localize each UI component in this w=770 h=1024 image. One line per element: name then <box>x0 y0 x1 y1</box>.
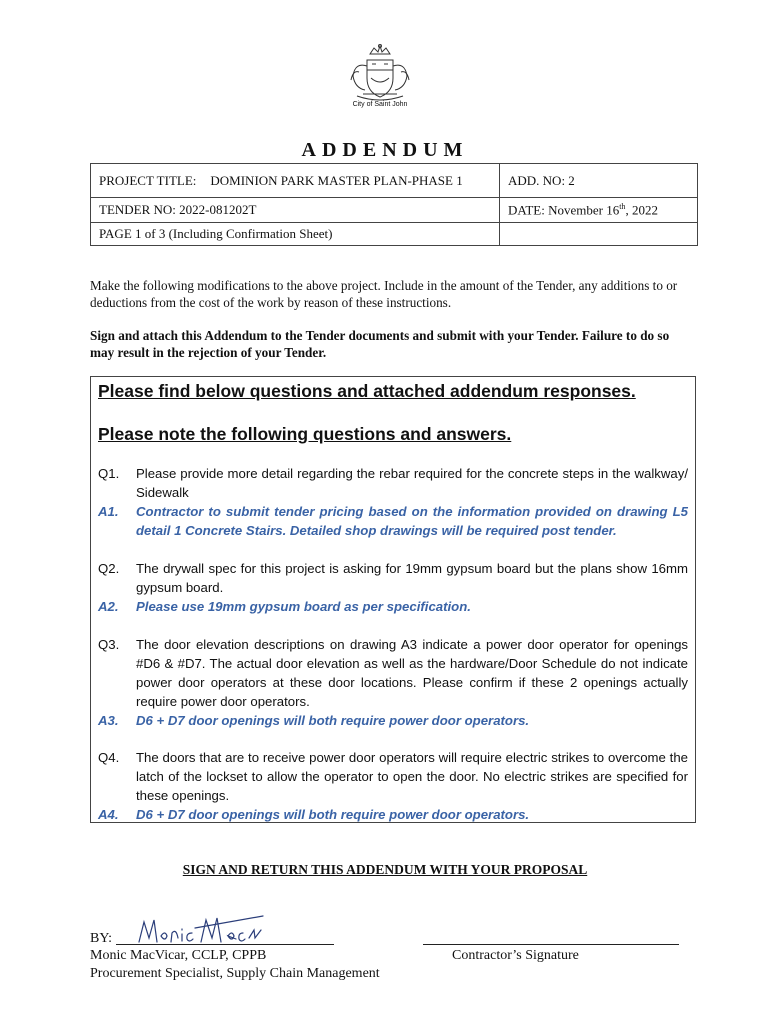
qa-item-1 <box>98 464 688 540</box>
by-label: BY: <box>90 931 113 946</box>
document-title: ADDENDUM <box>301 139 469 161</box>
question-label: Q3. <box>98 637 120 652</box>
answer-text: Contractor to submit tender pricing based on the information provided on drawing L5 detail 1 Concrete Stairs. Detailed shop drawings will be required post tender. <box>136 504 688 538</box>
question-text: Please provide more detail regarding the rebar required for the concrete steps in the walkway/ Sidewalk <box>136 466 688 500</box>
date-cell <box>500 198 698 223</box>
question-text: The drywall spec for this project is asking for 19mm gypsum board but the plans show 16mm gypsum board. <box>136 561 688 595</box>
qa-item-4 <box>98 748 688 824</box>
warning-paragraph: Sign and attach this Addendum to the Tender documents and submit with your Tender. Failure to do so may result in the rejection of your Tender. <box>90 328 670 360</box>
qa-item-3 <box>98 635 688 730</box>
qa-heading-responses: Please find below questions and attached addendum responses. <box>98 381 636 401</box>
date-prefix: DATE: November 16 <box>508 202 620 218</box>
project-title-cell <box>91 164 500 198</box>
question-label: Q1. <box>98 466 120 481</box>
date-sup: th <box>619 201 626 211</box>
qa-box <box>90 376 696 823</box>
signer-name: Monic MacVicar, CCLP, CPPB <box>90 948 267 963</box>
question-label: Q4. <box>98 750 120 765</box>
qa-item-2 <box>98 559 688 616</box>
qa-heading-questions: Please note the following questions and answers. <box>98 424 512 444</box>
intro-paragraph: Make the following modifications to the above project. Include in the amount of the Tender, any additions to or deductions from the cost of the work by reason of these instructions. <box>90 278 678 310</box>
project-title-label: PROJECT TITLE: <box>99 172 197 188</box>
tender-number: TENDER NO: 2022-081202T <box>91 198 500 223</box>
answer-text: D6 + D7 door openings will both require power door operators. <box>136 807 530 822</box>
answer-label: A1. <box>98 504 119 519</box>
project-info-table <box>90 163 698 246</box>
crest-caption: City of Saint John <box>352 101 408 108</box>
addendum-number: ADD. NO: 2 <box>500 164 698 198</box>
question-label: Q2. <box>98 561 120 576</box>
contractor-signature-label: Contractor’s Signature <box>452 948 579 963</box>
contractor-signature-line <box>423 944 679 945</box>
answer-label: A2. <box>98 599 119 614</box>
answer-text: Please use 19mm gypsum board as per specification. <box>136 599 471 614</box>
page-count: PAGE 1 of 3 (Including Confirmation Sheet) <box>91 223 500 246</box>
answer-label: A4. <box>98 807 119 822</box>
answer-label: A3. <box>98 713 119 728</box>
handwritten-signature <box>135 908 265 950</box>
empty-cell <box>500 223 698 246</box>
project-title-value: DOMINION PARK MASTER PLAN-PHASE 1 <box>210 172 463 188</box>
question-text: The doors that are to receive power door operators will require electric strikes to overcome the latch of the lockset to allow the operator to open the door. No electric strikes are specified for these openings. <box>136 750 688 803</box>
date-suffix: , 2022 <box>625 202 658 218</box>
answer-text: D6 + D7 door openings will both require power door operators. <box>136 713 530 728</box>
signer-title: Procurement Specialist, Supply Chain Management <box>90 966 380 981</box>
question-text: The door elevation descriptions on drawing A3 indicate a power door operator for openings #D6 & #D7. The actual door elevation as well as the hardware/Door Schedule do not indicate power door operators at these door locations. Please confirm if these 2 openings actually require power door operators. <box>136 637 688 709</box>
sign-return-notice: SIGN AND RETURN THIS ADDENDUM WITH YOUR PROPOSAL <box>182 862 588 877</box>
